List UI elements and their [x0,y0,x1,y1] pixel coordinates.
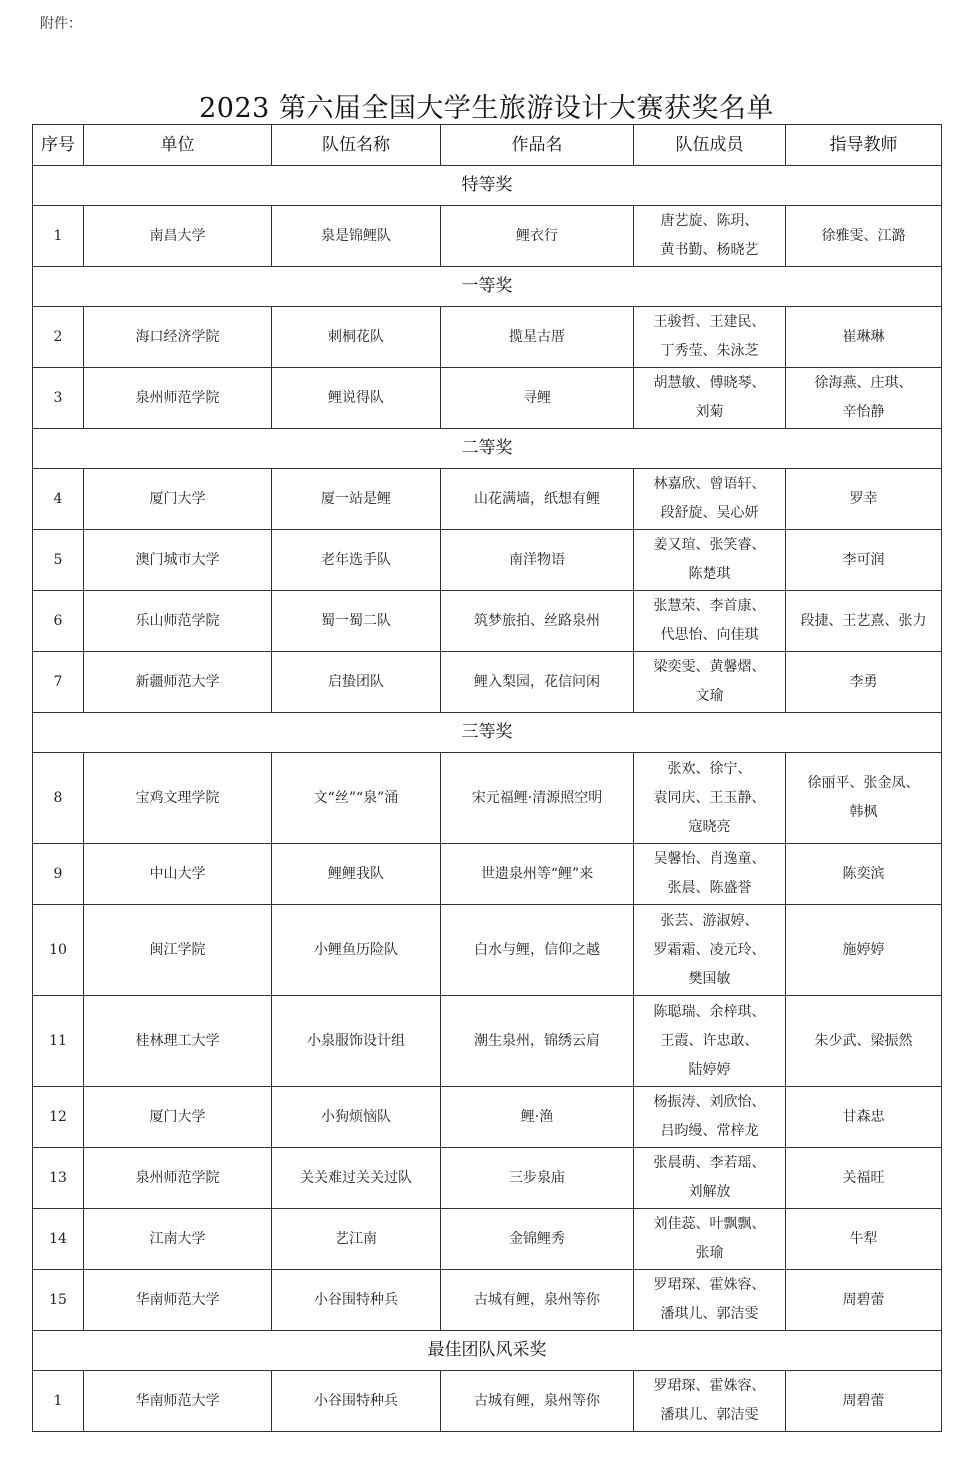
row-advisor [786,307,942,368]
table-row [33,591,942,652]
row-work: 古城有鲤，泉州等你 [441,1270,634,1331]
row-team: 艺江南 [272,1209,441,1270]
category-row [33,166,942,206]
row-members [634,844,786,905]
row-unit: 澳门城市大学 [84,530,272,591]
row-number: 5 [33,530,84,591]
member-line: 丁秀莹、朱泳芝 [660,343,759,359]
row-unit: 江南大学 [84,1209,272,1270]
row-members [634,307,786,368]
row-number: 10 [33,905,84,996]
row-team: 泉是锦鲤队 [272,206,441,267]
attachment-label: 附件： [40,16,82,32]
header-members: 队伍成员 [634,125,786,166]
row-team: 启蛰团队 [272,652,441,713]
row-work: 白水与鲤，信仰之越 [441,905,634,996]
table-row [33,530,942,591]
row-advisor [786,591,942,652]
row-unit: 新疆师范大学 [84,652,272,713]
member-line: 罗霜霜、凌元玲、 [653,941,766,958]
row-number: 2 [33,307,84,368]
row-number: 3 [33,368,84,429]
row-advisor [786,905,942,996]
category-title: 最佳团队风采奖 [33,1331,942,1371]
member-line: 罗珺琛、霍姝容、 [653,1378,766,1394]
row-work: 鲤衣行 [441,206,634,267]
category-title: 二等奖 [33,429,942,469]
advisor-line: 徐丽平、张金凤、 [807,775,920,791]
row-team: 小谷围特种兵 [272,1270,441,1331]
row-members [634,1087,786,1148]
row-number: 7 [33,652,84,713]
advisor-line: 关福旺 [842,1169,885,1186]
member-line: 陈聪瑞、余梓琪、 [653,1003,766,1020]
category-row [33,1331,942,1371]
row-team: 关关难过关关过队 [272,1148,441,1209]
advisor-line: 李可润 [842,551,885,568]
row-members [634,996,786,1087]
advisor-line: 段捷、王艺熹、张力 [800,612,927,629]
member-line: 张慧荣、李首康、 [653,598,766,614]
table-row [33,844,942,905]
advisor-line: 牛犁 [849,1230,878,1247]
row-members [634,1371,786,1432]
row-team: 鲤说得队 [272,368,441,429]
row-advisor [786,844,942,905]
member-line: 陈楚琪 [688,566,731,582]
table-row [33,469,942,530]
row-members [634,753,786,844]
member-line: 张晨萌、李若瑶、 [653,1155,766,1171]
page-title: 2023 第六届全国大学生旅游设计大赛获奖名单 [199,93,774,124]
member-line: 刘佳蕊、叶飘飘、 [653,1216,766,1232]
row-unit: 厦门大学 [84,1087,272,1148]
row-unit: 泉州师范学院 [84,1148,272,1209]
row-unit: 桂林理工大学 [84,996,272,1087]
row-unit: 南昌大学 [84,206,272,267]
member-line: 张芸、游淑婷、 [660,912,759,929]
table-row [33,1148,942,1209]
row-team: 厦一站是鲤 [272,469,441,530]
row-team: 刺桐花队 [272,307,441,368]
row-work: 寻鲤 [441,368,634,429]
row-work: 山花满墙，纸想有鲤 [441,469,634,530]
member-line: 林嘉欣、曾语轩、 [653,476,766,492]
row-team: 文“丝”“泉”涌 [272,753,441,844]
row-team: 小鲤鱼历险队 [272,905,441,996]
table-row [33,996,942,1087]
row-advisor [786,1270,942,1331]
advisor-line: 崔琳琳 [842,328,885,345]
row-team: 小狗烦恼队 [272,1087,441,1148]
category-title: 一等奖 [33,267,942,307]
member-line: 罗珺琛、霍姝容、 [653,1277,766,1293]
table-row [33,1209,942,1270]
advisor-line: 陈奕滨 [842,865,885,882]
member-line: 唐艺旋、陈玥、 [660,213,759,229]
row-number: 14 [33,1209,84,1270]
advisor-line: 周碧蕾 [842,1392,885,1409]
row-members [634,206,786,267]
row-advisor [786,206,942,267]
row-unit: 华南师范大学 [84,1270,272,1331]
row-number: 13 [33,1148,84,1209]
row-number: 12 [33,1087,84,1148]
row-members [634,530,786,591]
row-unit: 华南师范大学 [84,1371,272,1432]
row-team: 小泉服饰设计组 [272,996,441,1087]
advisor-line: 施婷婷 [842,941,885,958]
header-advisor: 指导教师 [786,125,942,166]
advisor-line: 徐海燕、庄琪、 [814,375,913,391]
row-number: 15 [33,1270,84,1331]
row-work: 三步泉庙 [441,1148,634,1209]
row-members [634,1209,786,1270]
table-row [33,753,942,844]
row-work: 筑梦旅拍、丝路泉州 [441,591,634,652]
member-line: 文瑜 [695,688,724,704]
member-line: 潘琪儿、郭洁雯 [660,1306,759,1322]
row-work: 揽星古厝 [441,307,634,368]
row-advisor [786,1209,942,1270]
member-line: 姜又瑄、张笑睿、 [653,537,766,553]
member-line: 潘琪儿、郭洁雯 [660,1407,759,1423]
member-line: 张晨、陈盛誉 [667,880,752,896]
row-team: 小谷围特种兵 [272,1371,441,1432]
row-advisor [786,1371,942,1432]
row-advisor [786,368,942,429]
member-line: 陆婷婷 [688,1061,731,1078]
category-row [33,713,942,753]
row-team: 鲤鲤我队 [272,844,441,905]
member-line: 寇晓亮 [688,818,731,835]
table-row [33,206,942,267]
awards-table [32,124,942,1432]
category-title: 特等奖 [33,166,942,206]
row-advisor [786,996,942,1087]
member-line: 代思怡、向佳琪 [660,627,759,643]
advisor-line: 周碧蕾 [842,1291,885,1308]
member-line: 胡慧敏、傅晓琴、 [653,375,766,391]
row-work: 世遗泉州等“鲤”来 [441,844,634,905]
row-members [634,905,786,996]
member-line: 黄书勤、杨晓艺 [660,242,759,258]
row-work: 鲤入梨园，花信问闲 [441,652,634,713]
header-team: 队伍名称 [272,125,441,166]
row-members [634,1270,786,1331]
member-line: 杨振涛、刘欣怡、 [653,1094,766,1110]
table-body [33,166,942,1432]
member-line: 梁奕雯、黄馨熠、 [653,659,766,675]
category-row [33,429,942,469]
row-unit: 泉州师范学院 [84,368,272,429]
header-row [33,125,942,166]
row-members [634,591,786,652]
row-advisor [786,469,942,530]
row-advisor [786,753,942,844]
table-row [33,368,942,429]
row-number: 8 [33,753,84,844]
advisor-line: 韩枫 [849,804,878,820]
row-members [634,368,786,429]
table-row [33,1087,942,1148]
row-members [634,469,786,530]
advisor-line: 徐雅雯、江潞 [821,227,906,244]
row-work: 金锦鲤秀 [441,1209,634,1270]
row-unit: 厦门大学 [84,469,272,530]
member-line: 吴馨怡、肖逸童、 [653,851,766,867]
row-work: 宋元福鲤·清源照空明 [441,753,634,844]
advisor-line: 李勇 [849,673,878,690]
row-unit: 乐山师范学院 [84,591,272,652]
member-line: 刘菊 [695,404,724,420]
row-work: 南洋物语 [441,530,634,591]
advisor-line: 罗幸 [849,490,878,507]
member-line: 段舒旋、吴心妍 [660,505,759,521]
advisor-line: 朱少武、梁振然 [814,1032,913,1049]
row-number: 4 [33,469,84,530]
row-number: 11 [33,996,84,1087]
member-line: 张欢、徐宁、 [667,760,752,777]
header-unit: 单位 [84,125,272,166]
row-number: 1 [33,206,84,267]
table-row [33,1371,942,1432]
row-unit: 闽江学院 [84,905,272,996]
row-unit: 海口经济学院 [84,307,272,368]
row-members [634,1148,786,1209]
table-row [33,905,942,996]
member-line: 樊国敏 [688,970,731,987]
row-team: 老年选手队 [272,530,441,591]
row-work: 古城有鲤，泉州等你 [441,1371,634,1432]
row-team: 蜀一蜀二队 [272,591,441,652]
category-title: 三等奖 [33,713,942,753]
member-line: 刘解放 [688,1184,731,1200]
header-work: 作品名 [441,125,634,166]
row-work: 潮生泉州，锦绣云肩 [441,996,634,1087]
row-number: 9 [33,844,84,905]
member-line: 吕昀缦、常梓龙 [660,1123,759,1139]
row-unit: 宝鸡文理学院 [84,753,272,844]
row-work: 鲤·渔 [441,1087,634,1148]
row-advisor [786,1148,942,1209]
table-row [33,307,942,368]
member-line: 王骏哲、王建民、 [653,314,766,330]
table-row [33,1270,942,1331]
row-number: 6 [33,591,84,652]
row-unit: 中山大学 [84,844,272,905]
row-advisor [786,652,942,713]
row-number: 1 [33,1371,84,1432]
advisor-line: 甘森忠 [842,1108,885,1125]
row-members [634,652,786,713]
member-line: 王霞、许忠敢、 [660,1032,759,1049]
row-advisor [786,1087,942,1148]
category-row [33,267,942,307]
row-advisor [786,530,942,591]
member-line: 袁同庆、王玉静、 [653,789,766,806]
member-line: 张瑜 [695,1245,724,1261]
table-row [33,652,942,713]
header-no: 序号 [33,125,84,166]
advisor-line: 辛怡静 [842,404,885,420]
